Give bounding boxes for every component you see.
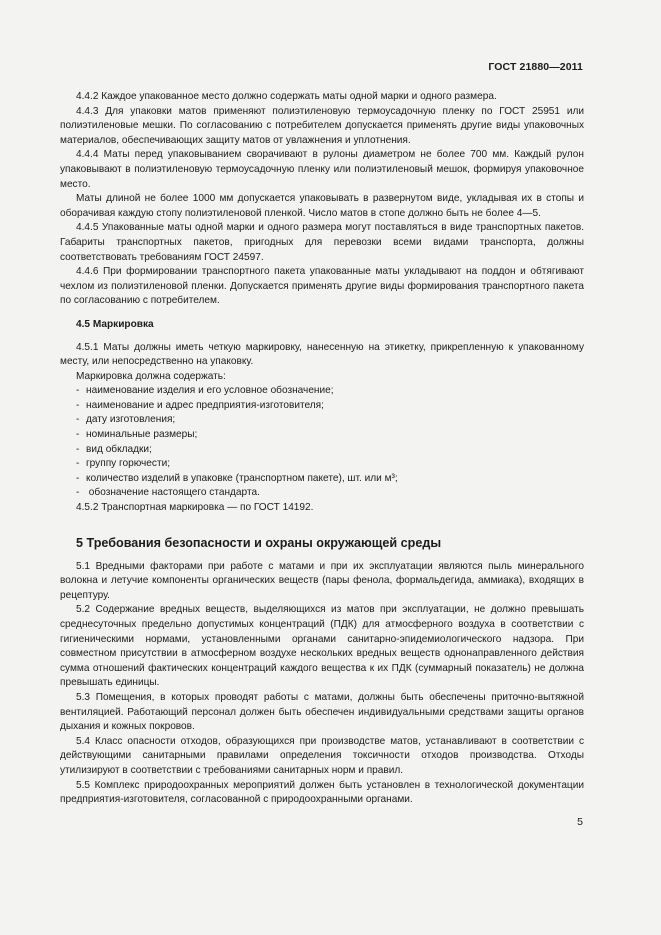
list-item: - количество изделий в упаковке (транспортном пакете), шт. или м³; <box>76 472 398 484</box>
list-item: - дату изготовления; <box>76 414 176 426</box>
list-item: - номинальные размеры; <box>76 429 198 441</box>
paragraph-5-1: 5.1 Вредными факторами при работе с матами и при их эксплуатации являются пыль минерального волокна и летучие компоненты органических веществ (пары фенола, формальдегида, аммиака), входящих в рецептуру. <box>60 560 584 601</box>
paragraph-4-4-5: 4.4.5 Упакованные маты одной марки и одного размера могут поставляться в виде транспортных пакетов. Габариты транспортных пакетов, пригодных для перевозки всеми видами транспорта, должны соответствовать требованиям ГОСТ 24597. <box>60 222 584 263</box>
paragraph-4-5-1: 4.5.1 Маты должны иметь четкую маркировку, нанесенную на этикетку, прикрепленную к упакованному месту, или непосредственно на упаковку. <box>60 341 584 368</box>
list-item: - наименование изделия и его условное обозначение; <box>76 385 334 397</box>
list-item: - группу горючести; <box>76 458 171 470</box>
list-item: - наименование и адрес предприятия-изготовителя; <box>76 399 324 411</box>
paragraph-5-3: 5.3 Помещения, в которых проводят работы с матами, должны быть обеспечены приточно-вытяжной вентиляцией. Работающий персонал должен быть обеспечен индивидуальными средствами защиты органов дыхания и кожных покровов. <box>60 691 584 733</box>
paragraph-4-5-2: 4.5.2 Транспортная маркировка — по ГОСТ 14192. <box>76 502 314 514</box>
list-item: - обозначение настоящего стандарта. <box>76 487 260 499</box>
paragraph-4-4-3: 4.4.3 Для упаковки матов применяют полиэтиленовую термоусадочную пленку по ГОСТ 25951 или полиэтиленовые мешки. По согласованию с потребителем допускается применять другие виды упаковочных материалов, обеспечивающих защиту матов от увлажнения и уплотнения. <box>60 105 584 146</box>
document-code: ГОСТ 21880—2011 <box>488 61 583 73</box>
page-number: 5 <box>577 816 583 828</box>
page-body <box>60 90 584 808</box>
paragraph-4-4-2: 4.4.2 Каждое упакованное место должно содержать маты одной марки и одного размера. <box>76 91 497 102</box>
subsection-heading-4-5: 4.5 Маркировка <box>76 318 154 330</box>
paragraph-5-5: 5.5 Комплекс природоохранных мероприятий должен быть установлен в технологической документации предприятия-изготовителя, согласованной с природоохранными органами. <box>60 779 584 806</box>
paragraph-5-2: 5.2 Содержание вредных веществ, выделяющихся из матов при эксплуатации, не должно превышать среднесуточных предельно допустимых концентраций (ПДК) для атмосферного воздуха в соответствии с гигиеническими нормами, установленными органами санитарно-эпидемиологического надзора. При совместном присутствии в атмосферном воздухе нескольких вредных веществ однонаправленного действия сумма отношений фактических концентраций каждого вещества к их ПДК (суммарный показатель) не должна превышать единицы. <box>60 604 584 689</box>
marking-list <box>60 384 584 501</box>
paragraph-5-4: 5.4 Класс опасности отходов, образующихся при производстве матов, устанавливают в соответствии с действующими санитарными правилами определения токсичности отходов производства. Отходы утилизируют в соответствии с требованиями санитарных норм и правил. <box>60 735 584 776</box>
paragraph-4-4-4-cont: Маты длиной не более 1000 мм допускается упаковывать в развернутом виде, укладывая их в стопы и оборачивая каждую стопу полиэтиленовой пленкой. Число матов в стопе должно быть не более 4—5. <box>60 193 584 219</box>
list-item: - вид обкладки; <box>76 443 152 455</box>
paragraph-4-4-6: 4.4.6 При формировании транспортного пакета упакованные маты укладывают на поддон и обтягивают чехлом из полиэтиленовой пленки. Допускается применять другие виды формирования транспортного пакета по согласованию с потребителем. <box>60 266 584 307</box>
paragraph-4-4-4: 4.4.4 Маты перед упаковыванием сворачивают в рулоны диаметром не более 700 мм. Каждый рулон упаковывают в полиэтиленовую термоусадочную пленку или полиэтиленовый мешок, формируя упаковочное место. <box>60 149 584 190</box>
section-5-heading: 5 Требования безопасности и охраны окружающей среды <box>76 535 442 550</box>
marking-intro: Маркировка должна содержать: <box>76 370 226 382</box>
